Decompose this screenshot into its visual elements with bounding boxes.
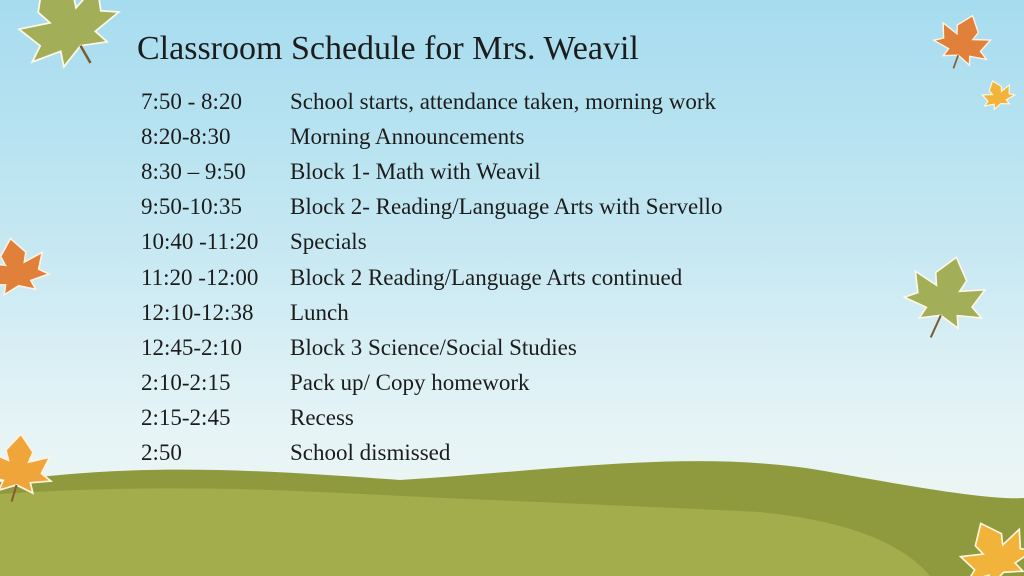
schedule-activity: School dismissed <box>290 440 451 466</box>
schedule-activity: Block 2 Reading/Language Arts continued <box>290 264 683 290</box>
schedule-row <box>141 295 722 330</box>
schedule-row <box>141 84 722 119</box>
maple-leaf-icon <box>977 75 1016 112</box>
schedule-activity: Block 2- Reading/Language Arts with Servello <box>290 194 723 220</box>
schedule-activity: Recess <box>290 405 354 431</box>
schedule-time: 8:20-8:30 <box>141 123 231 149</box>
maple-leaf-icon <box>0 233 51 298</box>
schedule-time: 12:10-12:38 <box>141 299 254 325</box>
schedule-row <box>141 154 722 189</box>
schedule-time: 8:30 – 9:50 <box>141 158 246 184</box>
schedule-row <box>141 260 722 295</box>
schedule-time: 9:50-10:35 <box>141 194 242 220</box>
schedule-row <box>141 330 722 365</box>
page-title: Classroom Schedule for Mrs. Weavil <box>137 30 639 67</box>
schedule-time: 2:10-2:15 <box>141 370 231 396</box>
maple-leaf-icon <box>896 247 995 349</box>
schedule-row <box>141 401 722 436</box>
schedule-row <box>141 366 722 401</box>
schedule-time: 11:20 -12:00 <box>141 264 259 290</box>
schedule-activity: Specials <box>290 229 367 255</box>
schedule-activity: Block 1- Math with Weavil <box>290 158 541 184</box>
schedule-activity: Pack up/ Copy homework <box>290 370 530 396</box>
schedule-activity: Morning Announcements <box>290 123 525 149</box>
schedule-row <box>141 190 722 225</box>
schedule-time: 10:40 -11:20 <box>141 229 259 255</box>
schedule-time: 12:45-2:10 <box>141 334 242 360</box>
maple-leaf-icon <box>0 0 134 88</box>
schedule-time: 2:50 <box>141 440 182 466</box>
schedule-time: 7:50 - 8:20 <box>141 88 242 114</box>
schedule-activity: School starts, attendance taken, morning work <box>290 88 717 114</box>
schedule-row <box>141 119 722 154</box>
schedule-time: 2:15-2:45 <box>141 405 231 431</box>
maple-leaf-icon <box>927 6 999 78</box>
schedule-row <box>141 436 722 471</box>
schedule-row <box>141 225 722 260</box>
schedule-activity: Block 3 Science/Social Studies <box>290 334 577 360</box>
schedule-activity: Lunch <box>290 299 349 325</box>
schedule-table <box>141 84 722 471</box>
